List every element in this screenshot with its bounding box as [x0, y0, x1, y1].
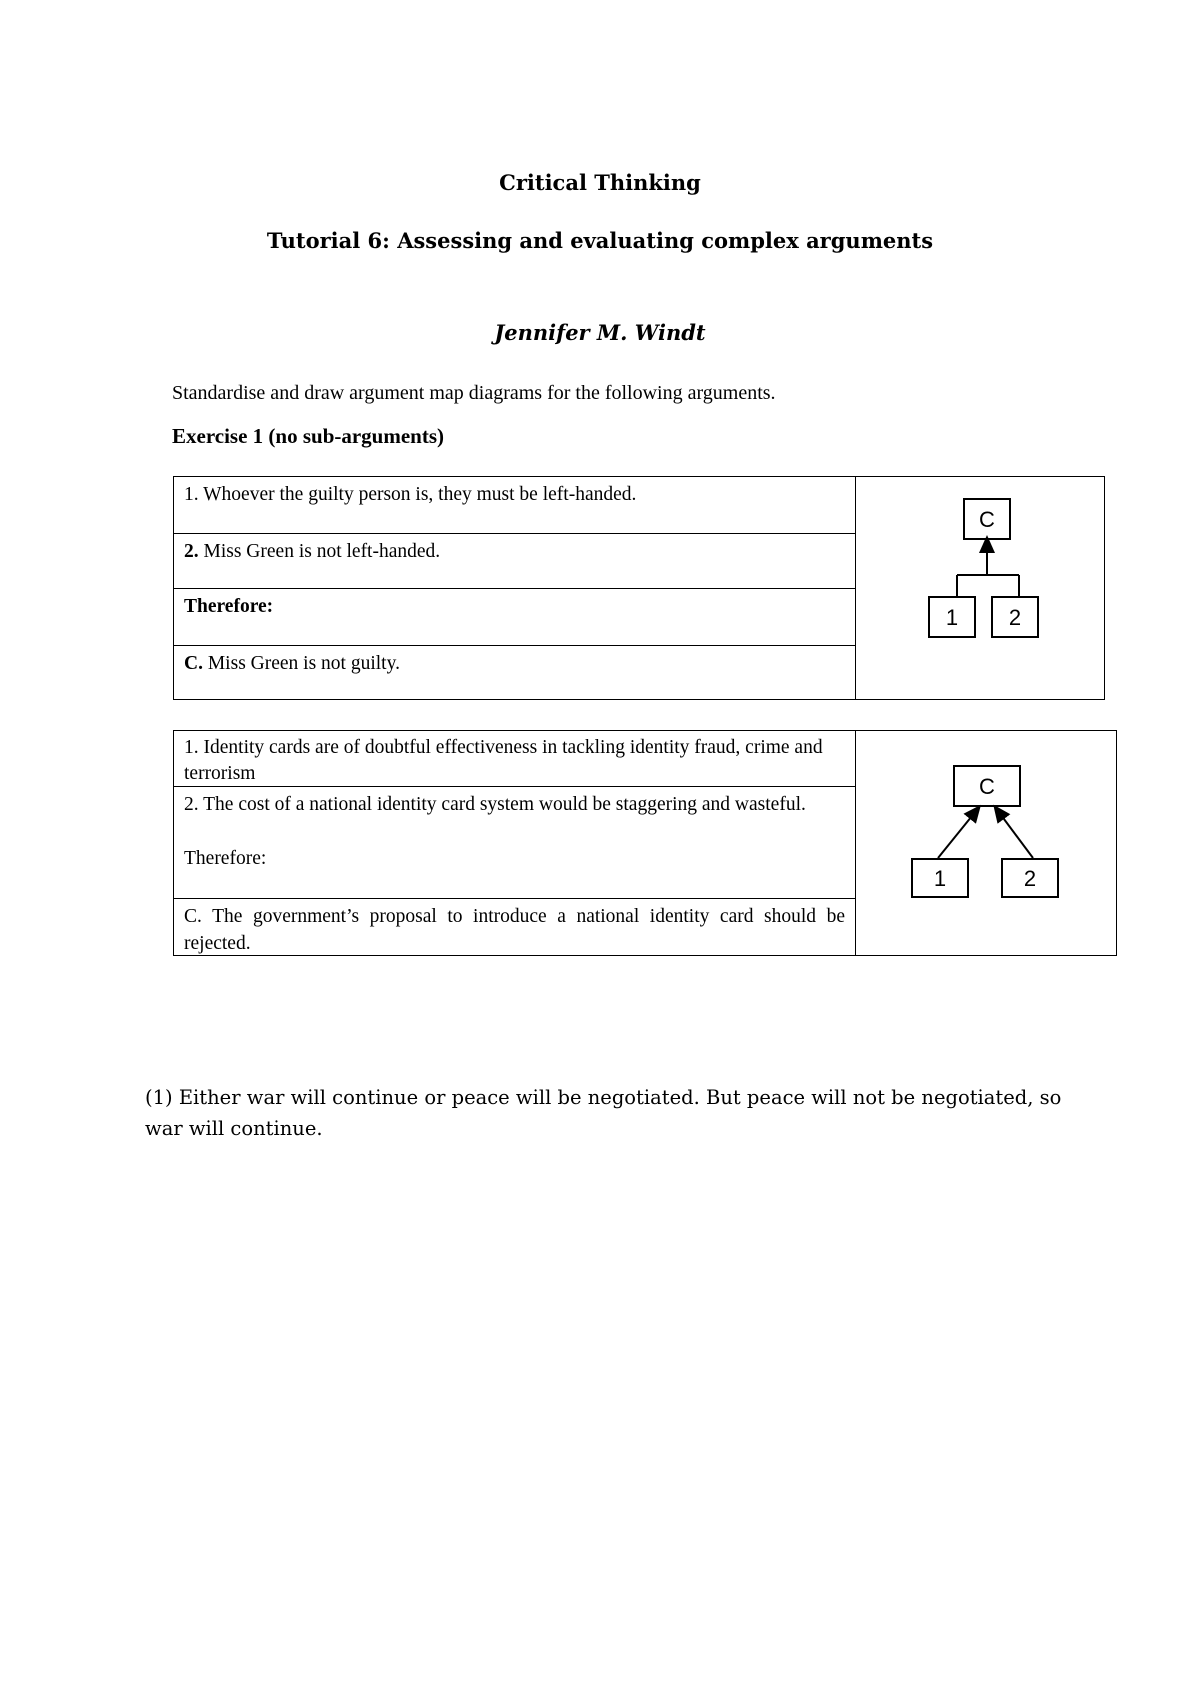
row-text: Miss Green is not left-handed. — [203, 541, 441, 562]
conclusion-node-label: C — [979, 507, 995, 532]
table-row — [174, 589, 855, 645]
row-label: 1. — [184, 484, 199, 505]
row-text: Therefore: — [184, 596, 274, 617]
row-label: 2. — [184, 541, 199, 562]
premise-node-2-label: 2 — [1008, 605, 1022, 630]
table-row — [174, 787, 855, 843]
support-arrow — [998, 811, 1033, 858]
row-text: Therefore: — [184, 848, 267, 869]
table-row — [174, 841, 855, 881]
author-name: Jennifer M. Windt — [494, 320, 706, 345]
argument-map-diagram-1 — [855, 477, 1105, 699]
row-text: C. The government’s proposal to introduce a national identity card should be rejected. — [184, 906, 845, 954]
exercise-2-table — [173, 730, 1117, 956]
row-text: Whoever the guilty person is, they must be left-handed. — [203, 484, 637, 505]
premise-node-1-label: 1 — [933, 866, 947, 891]
row-text: Miss Green is not guilty. — [207, 653, 400, 674]
exercise-1-heading: Exercise 1 (no sub-arguments) — [172, 424, 445, 448]
page-subtitle: Tutorial 6: Assessing and evaluating complex arguments — [266, 228, 934, 253]
exercise-1-table — [173, 476, 1105, 700]
row-text: 2. The cost of a national identity card system would be staggering and wasteful. — [184, 794, 806, 815]
row-label: C. — [184, 653, 203, 674]
page-title: Critical Thinking — [499, 170, 701, 195]
conclusion-node-label: C — [979, 774, 995, 799]
premise-node-2-label: 2 — [1023, 866, 1037, 891]
table-row — [174, 477, 855, 533]
question-1-text: (1) Either war will continue or peace will be negotiated. But peace will not be negotiated, so war will continue. — [145, 1086, 1062, 1140]
premise-node-1-label: 1 — [945, 605, 959, 630]
table-row — [174, 534, 855, 588]
table-row — [174, 646, 855, 699]
row-text: 1. Identity cards are of doubtful effectiveness in tackling identity fraud, crime and terrorism — [184, 737, 823, 784]
argument-map-diagram-2 — [855, 731, 1117, 955]
support-arrow — [938, 811, 976, 858]
table-row — [174, 731, 855, 786]
table-row — [174, 899, 855, 955]
instruction-text: Standardise and draw argument map diagrams for the following arguments. — [172, 382, 776, 404]
